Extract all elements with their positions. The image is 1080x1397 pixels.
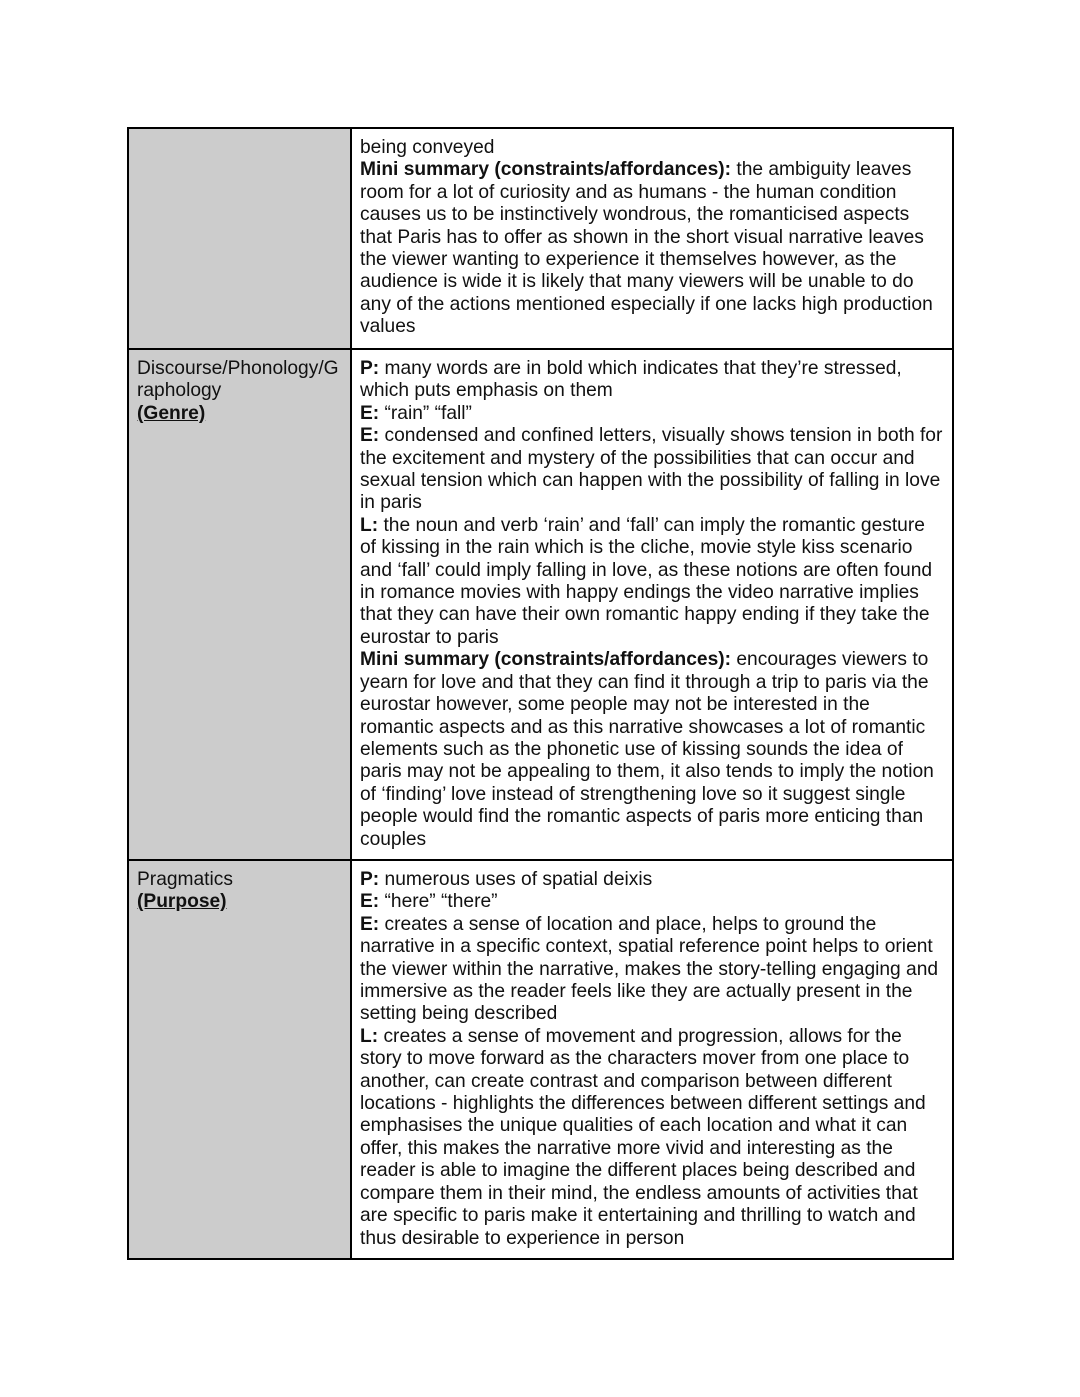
paragraph-text: condensed and confined letters, visually shows tension in both for the excitement and mystery of the possibilities that can occur and sexual tension which can happen with the possibility of falling in love in paris: [360, 425, 943, 514]
row-content-cell: [351, 349, 953, 860]
row-label-cell: [128, 860, 351, 1259]
paragraph: [360, 914, 944, 1026]
paragraph-key: E:: [360, 402, 380, 424]
paragraph-text: the noun and verb ‘rain’ and ‘fall’ can imply the romantic gesture of kissing in the rain which is the cliche, movie style kiss scenario and ‘fall’ could imply falling in love, as these notions are often found in romance movies with happy endings the video narrative implies that they can have their own romantic happy ending if they take the eurostar to paris: [360, 514, 933, 648]
paragraph-key: P:: [360, 358, 380, 379]
paragraph: [360, 869, 944, 891]
paragraph-text: numerous uses of spatial deixis: [379, 869, 653, 890]
paragraph: [360, 649, 944, 851]
paragraph-text: “rain” “fall”: [379, 402, 472, 424]
table-row: [128, 860, 953, 1259]
paragraph: [360, 358, 944, 403]
paragraph-text: creates a sense of movement and progression, allows for the story to move forward as the characters mover from one place to another, can create contrast and comparison between different locations - highlights the differences between different settings and emphasises the unique qualities of each location and what it can offer, this makes the narrative more vivid and interesting as the reader is able to imagine the different places being described and compare them in their mind, the endless amounts of activities that are specific to paris make it entertaining and thrilling to watch and thus desirable to experience in person: [360, 1025, 926, 1249]
paragraph: [360, 425, 944, 515]
row-label: Pragmatics: [137, 869, 233, 890]
table-row: [128, 349, 953, 860]
row-label-cell: [128, 128, 351, 349]
paragraph: [360, 891, 944, 913]
paragraph-text: the ambiguity leaves room for a lot of curiosity and as humans - the human condition causes us to be instinctively wondrous, the romanticised aspects that Paris has to offer as shown in the short visual narrative leaves the viewer wanting to experience it themselves however, as the audience is wide it is likely that many viewers will be unable to do any of the actions mentioned especially if one lacks high production values: [360, 159, 933, 338]
paragraph-key: E:: [360, 913, 380, 935]
paragraph-key: E:: [360, 425, 380, 447]
row-content-cell: [351, 128, 953, 349]
paragraph-key: E:: [360, 891, 380, 913]
row-label-tag: (Purpose): [137, 891, 227, 913]
row-label-tag: (Genre): [137, 402, 206, 424]
row-label-cell: [128, 349, 351, 860]
row-label: Discourse/Phonology/Graphology: [137, 358, 339, 402]
row-content-cell: [351, 860, 953, 1259]
paragraph: [360, 515, 944, 649]
analysis-table: [127, 127, 954, 1260]
paragraph-text: creates a sense of location and place, helps to ground the narrative in a specific context, spatial reference point helps to orient the viewer within the narrative, makes the story-telling engaging and immersive as the reader feels like they are actually present in the setting being described: [360, 913, 939, 1025]
paragraph-key: L:: [360, 514, 379, 536]
paragraph: [360, 159, 944, 338]
paragraph-text: “here” “there”: [379, 891, 498, 913]
paragraph-key: L:: [360, 1025, 379, 1047]
paragraph: [360, 1026, 944, 1250]
paragraph-text: many words are in bold which indicates that they’re stressed, which puts emphasis on them: [360, 358, 902, 402]
paragraph: [360, 137, 944, 159]
paragraph-key: Mini summary (constraints/affordances):: [360, 159, 732, 181]
table-row: [128, 128, 953, 349]
paragraph: [360, 403, 944, 425]
paragraph-key: P:: [360, 869, 380, 890]
paragraph-text: being conveyed: [360, 137, 495, 158]
paragraph-text: encourages viewers to yearn for love and that they can find it through a trip to paris via the eurostar however, some people may not be interested in the romantic aspects and as this narrative showcases a lot of romantic elements such as the phonetic use of kissing sounds the idea of paris may not be appealing to them, it also tends to imply the notion of ‘finding’ love instead of strengthening love so it suggest single people would find the romantic aspects of paris more enticing than couples: [360, 649, 934, 850]
paragraph-key: Mini summary (constraints/affordances):: [360, 649, 732, 671]
